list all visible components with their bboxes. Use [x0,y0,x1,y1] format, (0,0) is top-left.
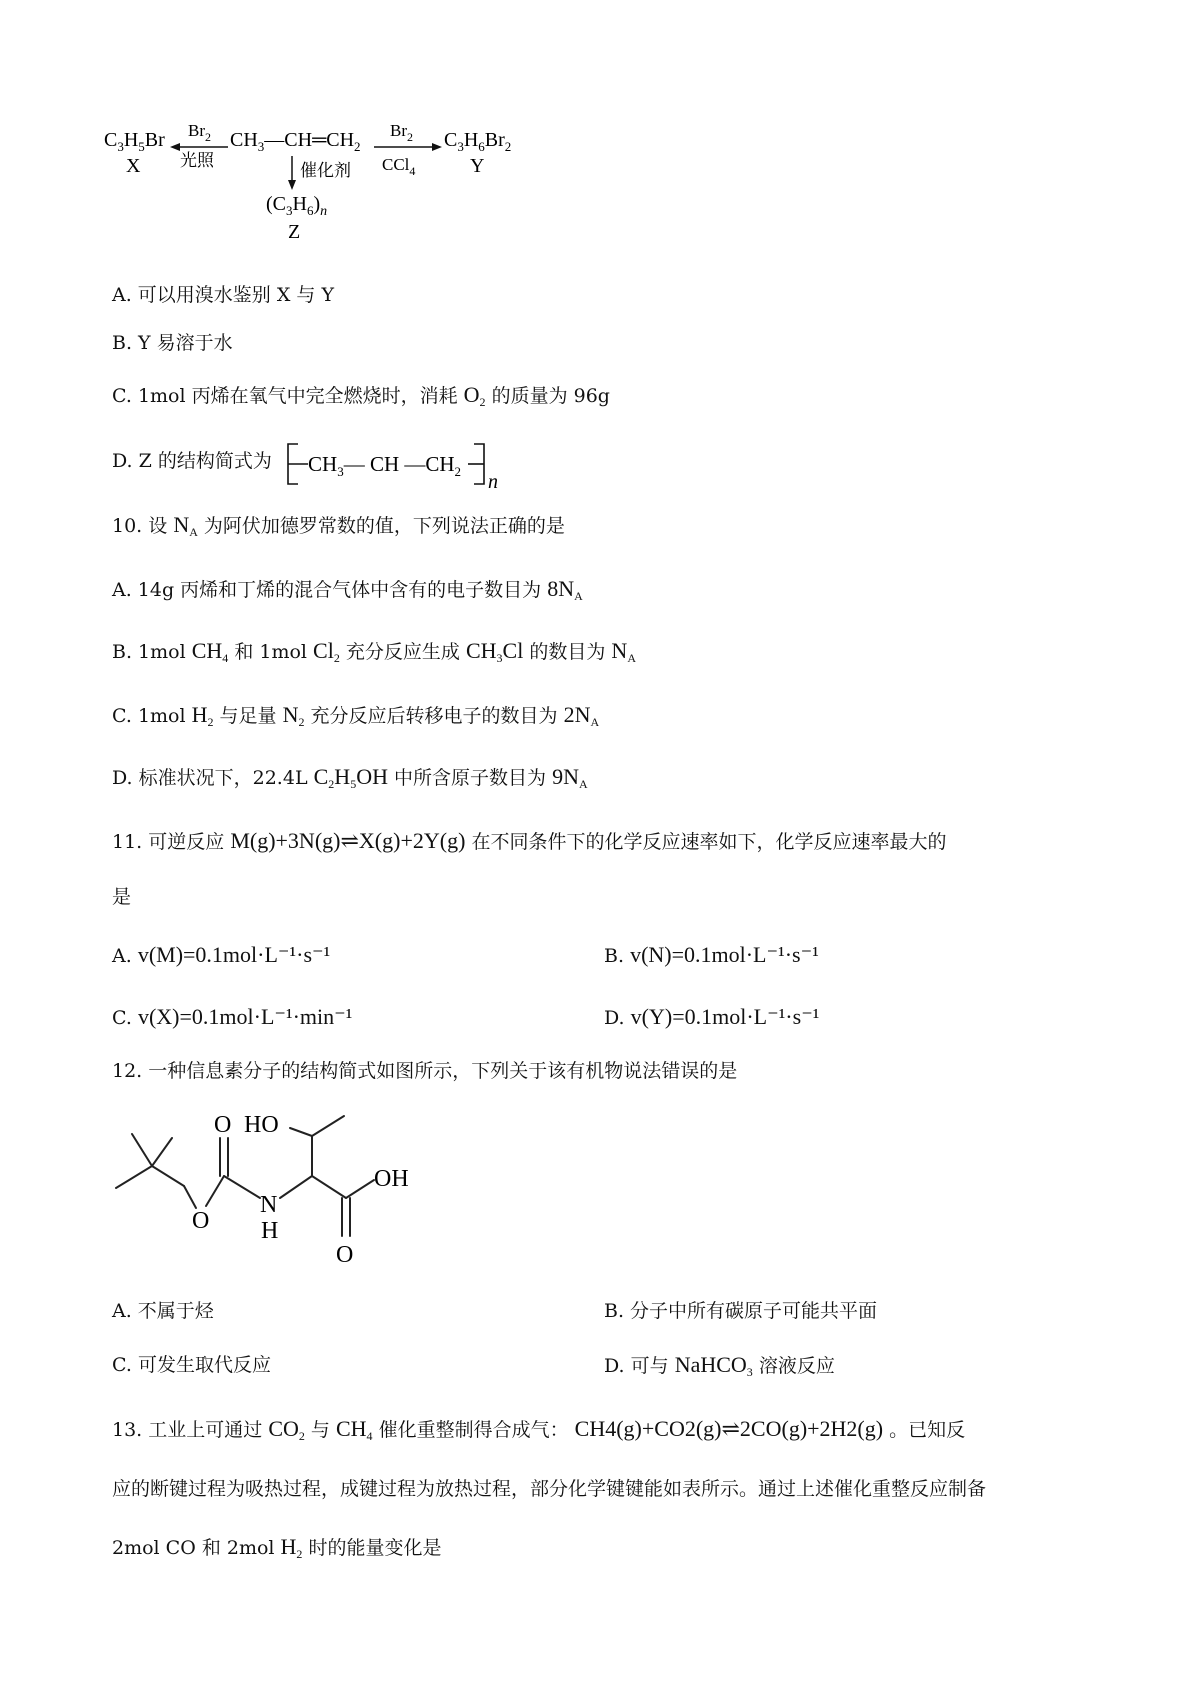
q12-option-c: C. 可发生取代反应 [112,1354,271,1376]
q12-structure [112,1098,472,1278]
q12-atom-o-top: O [214,1112,232,1138]
q10-d-2: 中所含原子数目为 [394,767,547,789]
q10-n2: $N_2$ [282,702,305,729]
q9-option-b: B. Y 易溶于水 [112,332,233,354]
q9-right-label: Y [470,155,485,177]
q10-option-a [112,576,583,603]
q9-option-a: A. 可以用溴水鉴别 X 与 Y [112,284,334,306]
q13-line1-prefix: 13. 工业上可通过 [112,1419,263,1441]
q12-group-ho: HO [244,1112,279,1138]
q13-mid1: 与 [310,1419,330,1441]
q9-right-reagent: $Br_2$ [390,121,413,144]
q13-line3-prefix: 2mol CO 和 2mol [112,1537,275,1559]
q11-option-d [604,1004,819,1031]
q12-nahco3: NaHCO$_3$ [674,1352,753,1379]
q9-left-reagent: $Br_2$ [188,121,211,144]
q9-option-d-prefix: D. Z 的结构简式为 [112,450,272,472]
q13-mid2: 催化重整制得合成气： [378,1419,569,1441]
q13-h2: $H_2$ [280,1534,303,1561]
q11-d-rate: v(Y)=0.1mol·L⁻¹·s⁻¹ [630,1004,820,1029]
q10-na: $N_A$ [173,512,198,539]
q11-stem-suffix: 在不同条件下的化学反应速率如下，化学反应速率最大的 [471,831,947,853]
q9-right-condition: CCl$_4$ [382,155,416,178]
q9-option-d [112,448,272,474]
q12-option-a: A. 不属于烃 [112,1300,214,1322]
q11-option-b [604,942,819,969]
q10-d-1: D. 标准状况下，22.4L [112,767,308,789]
q13-line3 [112,1534,441,1561]
q9-left-arrowhead [170,143,180,151]
svg-text:CH3— CH —CH2: $CH_3—$ CH $—CH_2$ [308,452,462,479]
q10-b-4: 的数目为 [529,641,606,663]
q10-stem-prefix: 10. 设 [112,515,168,537]
q10-ch3cl: $CH_3Cl$ [465,638,524,665]
q12-stem: 12. 一种信息素分子的结构简式如图所示，下列关于该有机物说法错误的是 [112,1060,738,1082]
q9-left-product: $C_3H_5Br$ [104,129,165,154]
q9-option-c-suffix: 的质量为 96g [491,385,610,407]
q12-atom-o-ester: O [192,1208,210,1234]
q12-option-d [604,1352,835,1379]
q12-group-oh: OH [374,1166,409,1192]
q12-option-b: B. 分子中所有碳原子可能共平面 [604,1300,878,1322]
q11-b-label: B. [604,945,625,967]
q10-c-value: $2N_A$ [563,702,600,729]
q10-c-1: C. 1mol [112,705,186,727]
q9-down-condition: 催化剂 [300,161,351,181]
q10-c-2: 与足量 [219,705,277,727]
q9-right-arrowhead [432,143,442,151]
q9-left-condition: 光照 [180,151,214,171]
q10-b-value: $N_A$ [611,638,636,665]
q13-equation: CH4(g)+CO2(g)⇌2CO(g)+2H2(g) [574,1416,884,1441]
q11-option-a [112,942,330,969]
q10-option-a-text: A. 14g 丙烯和丁烯的混合气体中含有的电子数目为 [112,579,542,601]
q11-stem-line2: 是 [112,886,132,908]
q10-ch4: $CH_4$ [191,638,229,665]
q9-down-label: Z [288,221,301,243]
q13-ch4: $CH_4$ [335,1416,373,1443]
q9-down-product: $(C_3H_6)_n$ [266,193,328,219]
q12-atom-h: H [261,1218,279,1244]
q11-c-rate: v(X)=0.1mol·L⁻¹·min⁻¹ [137,1004,353,1029]
q11-a-label: A. [112,945,132,967]
q13-line2: 应的断键过程为吸热过程，成键过程为放热过程，部分化学键键能如表所示。通过上述催化重整反应制备 [112,1478,987,1500]
q13-co2: $CO_2$ [268,1416,305,1443]
q11-a-rate: v(M)=0.1mol·L⁻¹·s⁻¹ [137,942,331,967]
q9-o2-formula: $O_2$ [463,382,486,409]
q12-atom-o-acid: O [336,1242,354,1268]
q11-option-c [112,1004,352,1031]
q12-d-prefix: D. 可与 [604,1355,669,1377]
q11-c-label: C. [112,1007,132,1029]
q10-b-3: 充分反应生成 [345,641,460,663]
q11-stem [112,828,946,855]
q10-stem [112,512,565,539]
q9-right-product: $C_3H_6Br_2$ [444,129,512,154]
svg-text:n: n [488,471,498,493]
q9-option-c [112,382,610,409]
q9-reaction-scheme [104,118,664,248]
q10-option-b [112,638,636,665]
q10-a-value: $8N_A$ [547,576,583,603]
q10-cl2: $Cl_2$ [313,638,340,665]
q11-equation: M(g)+3N(g)⇌X(g)+2Y(g) [230,828,466,853]
q12-d-suffix: 溶液反应 [758,1355,835,1377]
q9-left-label: X [126,155,141,177]
q10-b-2: 和 1mol [234,641,307,663]
q10-b-1: B. 1mol [112,641,186,663]
q11-stem-prefix: 11. 可逆反应 [112,831,225,853]
q9-option-c-prefix: C. 1mol 丙烯在氧气中完全燃烧时，消耗 [112,385,458,407]
q10-d-value: $9N_A$ [552,764,588,791]
q10-stem-suffix: 为阿伏加德罗常数的值，下列说法正确的是 [203,515,565,537]
q9-polymer-formula [286,438,516,494]
q11-b-rate: v(N)=0.1mol·L⁻¹·s⁻¹ [630,942,819,967]
q9-reactant: $CH_3—CH═CH_2$ [230,129,361,154]
q9-down-arrowhead [288,180,296,190]
q12-atom-n: N [260,1192,278,1218]
q13-line1-suffix: 。已知反 [889,1419,966,1441]
q10-ethanol: $C_2H_5OH$ [313,764,388,791]
q10-option-d [112,764,588,791]
q13-line1 [112,1416,965,1443]
q10-option-c [112,702,599,729]
q10-c-3: 充分反应后转移电子的数目为 [310,705,558,727]
q11-d-label: D. [604,1007,625,1029]
q13-line3-suffix: 时的能量变化是 [308,1537,442,1559]
q10-h2: $H_2$ [191,702,214,729]
